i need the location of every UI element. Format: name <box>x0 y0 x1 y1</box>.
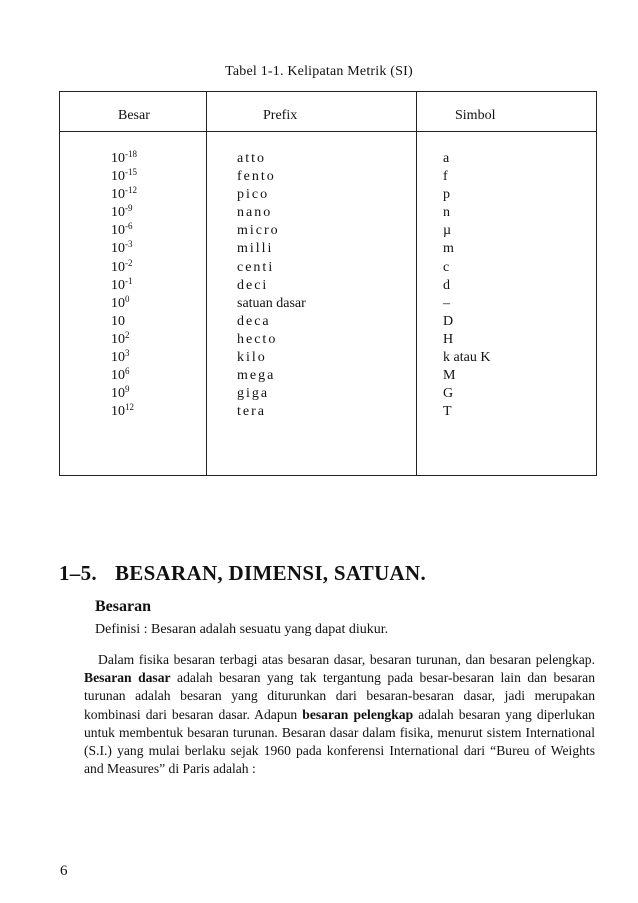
prefix-cell: tera <box>237 404 266 420</box>
magnitude-cell <box>111 186 137 204</box>
magnitude-exponent: -15 <box>125 167 137 178</box>
prefix-cell: nano <box>237 205 273 221</box>
symbol-cell: µ <box>443 223 452 239</box>
magnitude-exponent: 0 <box>125 293 130 304</box>
symbol-cell: – <box>443 295 450 311</box>
symbol-cell: a <box>443 151 450 166</box>
magnitude-cell <box>111 277 137 295</box>
magnitude-exponent: -1 <box>125 275 133 286</box>
section-number: 1–5. <box>59 561 97 585</box>
magnitude-base: 10 <box>111 277 125 293</box>
prefix-cell: milli <box>237 241 274 257</box>
magnitude-exponent: -2 <box>125 257 133 268</box>
table-header-rule <box>60 131 596 132</box>
bold-term: besaran pelengkap <box>302 706 414 722</box>
prefix-cell: kilo <box>237 350 267 366</box>
magnitude-base: 10 <box>111 386 125 402</box>
prefix-cell: pico <box>237 187 270 203</box>
table-caption: Tabel 1-1. Kelipatan Metrik (SI) <box>225 64 413 79</box>
prefix-cell: hecto <box>237 331 278 347</box>
prefix-cell: deca <box>237 313 271 329</box>
header-prefix: Prefix <box>263 108 298 123</box>
prefix-cell: atto <box>237 151 266 166</box>
subheading: Besaran <box>95 598 151 615</box>
paragraph-text: adalah besaran yang diperlukan untuk membentuk besaran turunan. Besaran dasar dalam fisika, menurut sistem International (S.I.) yang mulai berlaku sejak 1960 pada konferensi International dari “Bureu of Weights and Measures” di Paris adalah : <box>84 706 595 777</box>
symbol-cell: f <box>443 169 448 185</box>
symbol-cell: T <box>443 404 452 420</box>
definition: Definisi : Besaran adalah sesuatu yang dapat diukur. <box>95 622 389 637</box>
paragraph-text: adalah besaran yang tak tergantung pada besar-besaran lain dan besaran turunan adalah besaran yang diturunkan dari besaran-besaran dasar, jadi merupakan kombinasi dari besaran dasar. Adapun <box>84 670 595 722</box>
header-simbol: Simbol <box>455 108 496 123</box>
table-divider <box>206 92 207 475</box>
magnitude-cell <box>111 295 137 313</box>
section-heading <box>59 561 426 586</box>
prefix-cell: mega <box>237 368 276 384</box>
magnitude-cell <box>111 367 137 385</box>
magnitude-base: 10 <box>111 205 125 221</box>
symbol-cell: p <box>443 187 450 203</box>
magnitude-exponent: -12 <box>125 185 137 196</box>
magnitude-cell <box>111 385 137 403</box>
symbol-cell: m <box>443 241 454 257</box>
magnitude-base: 10 <box>111 404 125 420</box>
prefix-cell: fento <box>237 169 276 185</box>
magnitude-cell <box>111 204 137 222</box>
symbol-cell: M <box>443 368 456 384</box>
prefix-cell: giga <box>237 386 270 402</box>
symbol-cell: H <box>443 331 454 347</box>
magnitude-base: 10 <box>111 169 125 185</box>
body-paragraph <box>84 651 595 778</box>
symbol-cell: G <box>443 386 454 402</box>
magnitude-base: 10 <box>111 368 125 384</box>
prefix-cell: satuan dasar <box>237 295 306 311</box>
magnitude-exponent: -18 <box>125 149 137 159</box>
prefix-cell: deci <box>237 277 269 293</box>
bold-term: Besaran dasar <box>84 670 171 686</box>
magnitude-exponent: -6 <box>125 221 133 232</box>
prefix-cell: micro <box>237 223 280 239</box>
column-prefix <box>237 150 306 421</box>
magnitude-base: 10 <box>111 241 125 257</box>
symbol-cell: k atau K <box>443 350 491 366</box>
magnitude-cell <box>111 331 137 349</box>
magnitude-cell <box>111 349 137 367</box>
magnitude-base: 10 <box>111 331 125 347</box>
magnitude-cell <box>111 168 137 186</box>
magnitude-cell <box>111 403 137 421</box>
magnitude-base: 10 <box>111 350 125 366</box>
magnitude-cell <box>111 313 137 331</box>
magnitude-exponent: 3 <box>125 348 130 359</box>
column-simbol <box>443 150 490 421</box>
symbol-cell: D <box>443 313 454 329</box>
metric-prefix-table <box>59 91 597 476</box>
section-title: BESARAN, DIMENSI, SATUAN. <box>114 561 427 585</box>
column-besar <box>111 150 137 421</box>
header-besar: Besar <box>118 108 150 123</box>
symbol-cell: d <box>443 277 450 293</box>
magnitude-exponent: 12 <box>125 402 134 413</box>
prefix-cell: centi <box>237 259 275 275</box>
magnitude-cell <box>111 259 137 277</box>
magnitude-exponent: 6 <box>125 366 130 377</box>
magnitude-cell <box>111 150 137 168</box>
magnitude-exponent: -9 <box>125 203 133 214</box>
magnitude-exponent: -3 <box>125 239 133 250</box>
magnitude-base: 10 <box>111 151 125 166</box>
magnitude-base: 10 <box>111 259 125 275</box>
paragraph-text: Dalam fisika besaran terbagi atas besaran dasar, besaran turunan, dan besaran pelengkap. <box>98 652 595 667</box>
page-number: 6 <box>60 863 68 879</box>
magnitude-exponent: 9 <box>125 384 130 395</box>
magnitude-base: 10 <box>111 223 125 239</box>
symbol-cell: n <box>443 205 450 221</box>
magnitude-cell <box>111 240 137 258</box>
magnitude-cell <box>111 222 137 240</box>
magnitude-exponent: 2 <box>125 329 130 340</box>
table-divider <box>416 92 417 475</box>
magnitude-base: 10 <box>111 187 125 203</box>
magnitude-base: 10 <box>111 313 125 329</box>
symbol-cell: c <box>443 259 450 275</box>
magnitude-base: 10 <box>111 295 125 311</box>
